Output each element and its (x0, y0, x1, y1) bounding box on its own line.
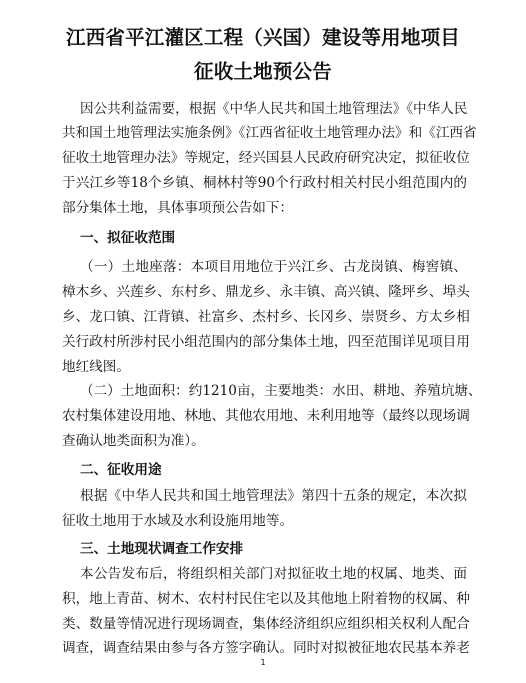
section1-para2-line: 查确认地类面积为准）。 (62, 433, 205, 449)
section-heading-survey: 三、土地现状调查工作安排 (80, 541, 244, 557)
section1-para1-line: 乡、龙口镇、江背镇、社富乡、杰村乡、长冈乡、崇贤乡、方太乡相 (62, 309, 470, 325)
page-number: 1 (260, 658, 266, 667)
section3-para-line: 类、数量等情况进行现场调查，集体经济组织应组织相关权利人配合 (62, 616, 470, 632)
intro-line: 征收土地管理办法》等规定，经兴国县人民政府研究决定，拟征收位 (62, 150, 470, 166)
section2-para-line: 根据《中华人民共和国土地管理法》第四十五条的规定，本次拟 (80, 488, 467, 504)
document-title-line-2: 征收土地预公告 (194, 60, 332, 83)
section1-para2-line: 农村集体建设用地、林地、其他农用地、未利用地等（最终以现场调 (62, 408, 470, 424)
section1-para1-line: （一）土地座落：本项目用地位于兴江乡、古龙岗镇、梅窖镇、 (80, 259, 467, 275)
document-title-line-1: 江西省平江灌区工程（兴国）建设等用地项目 (65, 26, 460, 49)
intro-line: 因公共利益需要，根据《中华人民共和国土地管理法》《中华人民 (80, 101, 468, 117)
section3-para-line: 本公告发布后，将组织相关部门对拟征收土地的权属、地类、面 (80, 566, 467, 582)
section-heading-scope: 一、拟征收范围 (80, 230, 176, 246)
section-heading-purpose: 二、征收用途 (80, 462, 162, 478)
intro-line: 于兴江乡等18个乡镇、桐林村等90个行政村相关村民小组范围内的 (62, 175, 467, 191)
intro-line: 共和国土地管理法实施条例》《江西省征收土地管理办法》和《江西省 (62, 125, 477, 141)
section3-para-line: 积，地上青苗、树木、农村村民住宅以及其他地上附着物的权属、种 (62, 591, 470, 607)
intro-line: 部分集体土地，具体事项预公告如下： (62, 200, 294, 216)
section1-para1-line: 地红线图。 (62, 359, 130, 375)
section1-para2-line: （二）土地面积：约1210亩，主要地类：水田、耕地、养殖坑塘、 (80, 383, 482, 399)
section2-para-line: 征收土地用于水域及水利设施用地等。 (62, 513, 294, 529)
section1-para1-line: 樟木乡、兴莲乡、东村乡、鼎龙乡、永丰镇、高兴镇、隆坪乡、埠头 (62, 284, 470, 300)
section3-para-line: 调查，调查结果由参与各方签字确认。同时对拟被征地农民基本养老 (62, 640, 470, 656)
section1-para1-line: 关行政村所涉村民小组范围内的部分集体土地，四至范围详见项目用 (62, 334, 470, 350)
